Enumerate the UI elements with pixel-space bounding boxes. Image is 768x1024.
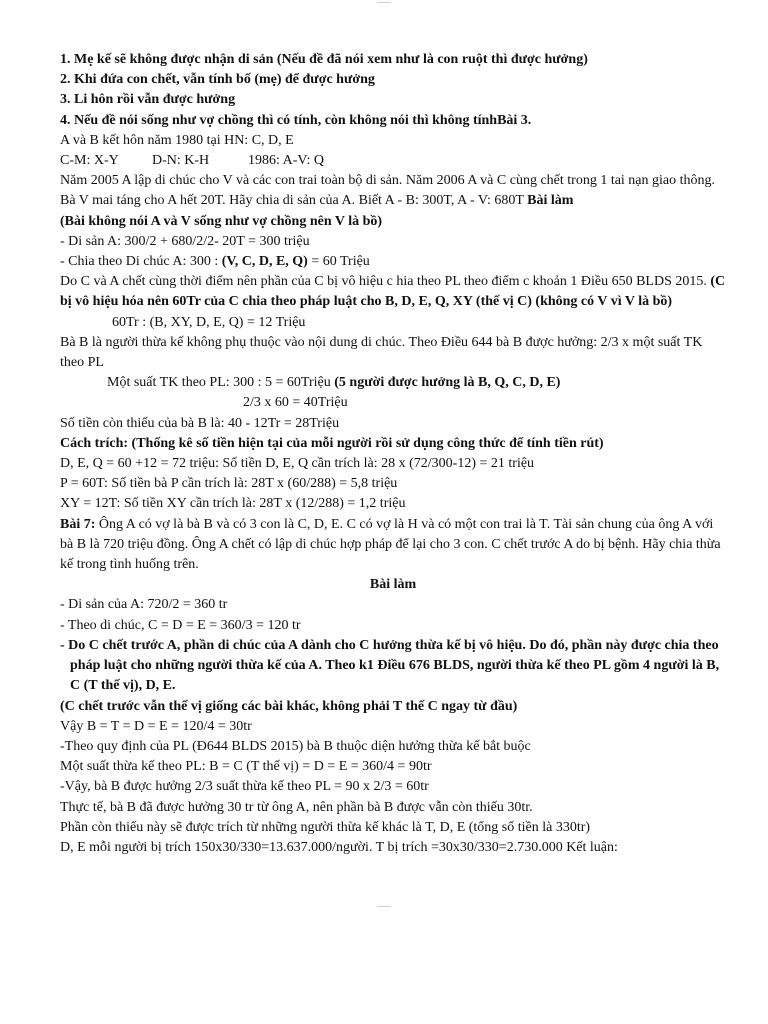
page-separator-bottom: [377, 906, 391, 907]
equal-shares: Vậy B = T = D = E = 120/4 = 30tr: [60, 718, 252, 734]
b-shortfall: Số tiền còn thiếu của bà B là: 40 - 12Tr = 28Triệu: [60, 415, 340, 431]
shortfall-source: Phần còn thiếu này sẽ được trích từ những người thừa kế khác là T, D, E (tổng số tiền là 330tr): [60, 819, 591, 835]
exercise-7-label: Bài 7:: [60, 516, 96, 532]
b-actual: Thực tế, bà B đã được hưởng 30 tr từ ông A, nên phần bà B được vẫn còn thiếu 30tr.: [60, 799, 533, 815]
will-division: [60, 252, 726, 272]
note-1: 1. Mẹ kế sẽ không được nhận di sản (Nếu đề đã nói xem như là con ruột thì được hưởng): [60, 52, 588, 67]
extraction-method: Cách trích: (Thống kê số tiền hiện tại của mỗi người rồi sử dụng công thức để tính tiền rút): [60, 435, 604, 451]
exercise-3-statement: [60, 171, 726, 211]
solution-heading-3: Bài làm: [527, 193, 574, 209]
estate-a-7: - Di sản của A: 720/2 = 360 tr: [60, 597, 228, 613]
page-separator-top: [377, 2, 391, 3]
c-invalid-text: Do C và A chết cùng thời điểm nên phần của C bị vô hiệu c hia theo PL theo điểm c khoản 1 Điều 650 BLDS 2015.: [60, 274, 711, 290]
exercise-7-text: Ông A có vợ là bà B và có 3 con là C, D, E. C có vợ là H và có một con trai là T. Tài sản chung của ông A với bà B là 720 triệu đồng. Ông A chết có lập di chúc hợp pháp để lại cho 3 con. C chết trước A do bị bệnh. Hãy chia thừa kế trong tình huống trên.: [60, 516, 721, 573]
note-3: 3. Li hôn rồi vẫn được hưởng: [60, 92, 236, 108]
will-division-heirs: (V, C, D, E, Q): [221, 254, 308, 270]
solution-heading-7: Bài làm: [369, 577, 417, 593]
will-shares-7: - Theo di chúc, C = D = E = 360/3 = 120 tr: [60, 617, 301, 633]
extract-deq: D, E, Q = 60 +12 = 72 triệu: Số tiền D, E, Q cần trích là: 28 x (72/300-12) = 21 triệu: [60, 456, 535, 472]
c-invalid-note: (C bị vô hiệu hóa nên 60Tr của C chia theo pháp luật cho B, D, E, Q, XY (thế vị C) (không có V vì V là bồ): [60, 274, 726, 310]
legal-share-text: Một suất TK theo PL: 300 : 5 = 60Triệu: [107, 375, 335, 391]
b-entitlement: -Vậy, bà B được hưởng 2/3 suất thừa kế theo PL = 90 x 2/3 = 60tr: [60, 779, 429, 795]
will-division-text: - Chia theo Di chúc A: 300 :: [60, 254, 222, 270]
legal-share: [60, 373, 726, 393]
extraction-result: D, E mỗi người bị trích 150x30/330=13.637.000/người. T bị trích =30x30/330=2.730.000 Kết luận:: [60, 839, 618, 855]
substitution-note: (C chết trước vẫn thế vị giống các bài khác, không phải T thế C ngay từ đầu): [60, 698, 518, 714]
extract-xy: XY = 12T: Số tiền XY cần trích là: 28T x (12/288) = 1,2 triệu: [60, 496, 406, 512]
note-2: 2. Khi đứa con chết, vẫn tính bố (mẹ) để được hưởng: [60, 72, 375, 88]
forced-heir-b: Bà B là người thừa kế không phụ thuộc vào nội dung di chúc. Theo Điều 644 bà B được hưởng: 2/3 x một suất TK theo PL: [60, 334, 703, 371]
exercise-7-statement: [60, 515, 726, 576]
exercise-3-family: [60, 151, 726, 171]
c-invalid-share: [60, 272, 726, 312]
c-share-division: 60Tr : (B, XY, D, E, Q) = 12 Triệu: [112, 314, 306, 330]
note-4: 4. Nếu đề nói sống như vợ chồng thì có tính, còn không nói thì không tínhBài 3.: [60, 112, 532, 128]
family-av: 1986: A-V: Q: [248, 153, 324, 169]
c-predeceased: - Do C chết trước A, phần di chúc của A dành cho C hưởng thừa kế bị vô hiệu. Do đó, phần này được chia theo pháp luật cho những người thừa kế của A. Theo k1 Điều 676 BLDS, người thừa kế theo PL gồm 4 người là B, C (T thế vị), D, E.: [60, 637, 720, 694]
family-cm: C-M: X-Y: [60, 153, 119, 169]
document-page: [60, 50, 726, 858]
extract-p: P = 60T: Số tiền bà P cần trích là: 28T x (60/288) = 5,8 triệu: [60, 476, 398, 492]
forced-heir-rule: -Theo quy định của PL (Đ644 BLDS 2015) bà B thuộc diện hưởng thừa kế bắt buộc: [60, 738, 531, 754]
legal-share-7: Một suất thừa kế theo PL: B = C (T thế vị) = D = E = 360/4 = 90tr: [60, 759, 432, 775]
exercise-3-marriage: A và B kết hôn năm 1980 tại HN: C, D, E: [60, 132, 294, 148]
statement-text: Năm 2005 A lập di chúc cho V và các con trai toàn bộ di sản. Năm 2006 A và C cùng chết trong 1 tai nạn giao thông. Bà V mai táng cho A hết 20T. Hãy chia di sản của A. Biết A - B: 300T, A - V: 680T: [60, 173, 716, 209]
will-division-result: = 60 Triệu: [307, 254, 370, 270]
family-dn: D-N: K-H: [152, 153, 210, 169]
legal-share-heirs: (5 người được hưởng là B, Q, C, D, E): [334, 375, 561, 391]
estate-a: - Di sản A: 300/2 + 680/2/2- 20T = 300 triệu: [60, 233, 310, 249]
two-thirds-calc: 2/3 x 60 = 40Triệu: [243, 395, 348, 411]
exercise-3-note: (Bài không nói A và V sống như vợ chồng nên V là bồ): [60, 213, 383, 229]
